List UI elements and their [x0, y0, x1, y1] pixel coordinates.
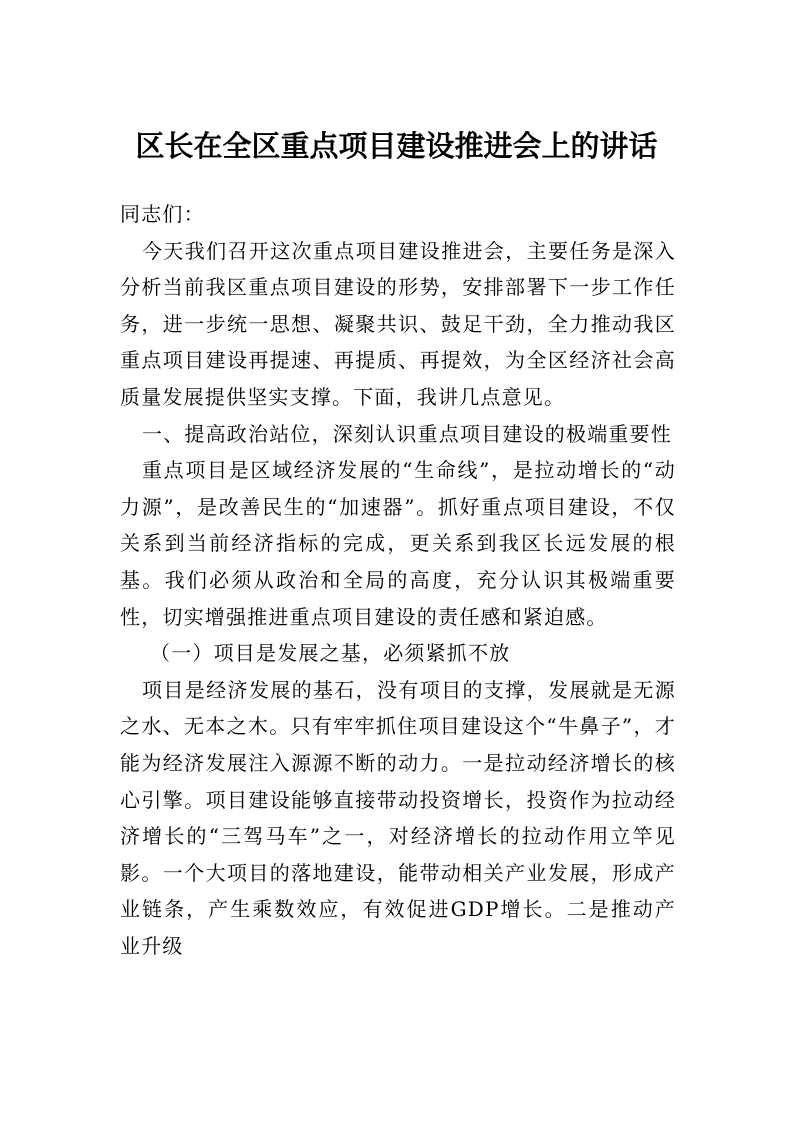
subsection-heading-1: （一）项目是发展之基，必须紧抓不放 — [150, 641, 511, 666]
paragraph-opening: 今天我们召开这次重点项目建设推进会，主要任务是深入分析当前我区重点项目建设的形势，安排部署下一步工作任务，进一步统一思想、凝聚共识、鼓足干劲，全力推动我区重点项目建设再提速、再提质、再提效，为全区经济社会高质量发展提供坚实支撑。下面，我讲几点意见。 — [120, 238, 676, 409]
paragraph-subsection-1: 项目是经济发展的基石，没有项目的支撑，发展就是无源之水、无本之木。只有牢牢抓住项目建设这个“牛鼻子”，才能为经济发展注入源源不断的动力。一是拉动经济增长的核心引擎。项目建设能够直接带动投资增长，投资作为拉动经济增长的“三驾马车”之一，对经济增长的拉动作用立竿见影。一个大项目的落地建设，能带动相关产业发展，形成产业链条，产生乘数效应，有效促进GDP增长。二是推动产业升级 — [120, 677, 676, 958]
paragraph-section-1: 重点项目是区域经济发展的“生命线”，是拉动增长的“动力源”，是改善民生的“加速器”。抓好重点项目建设，不仅关系到当前经济指标的完成，更关系到我区长远发展的根基。我们必须从政治和全局的高度，充分认识其极端重要性，切实增强推进重点项目建设的责任感和紧迫感。 — [120, 458, 676, 629]
salutation: 同志们： — [120, 202, 205, 226]
section-heading-1: 一、提高政治站位，深刻认识重点项目建设的极端重要性 — [142, 421, 672, 446]
document-body — [120, 196, 676, 964]
document-title: 区长在全区重点项目建设推进会上的讲话 — [135, 129, 658, 163]
